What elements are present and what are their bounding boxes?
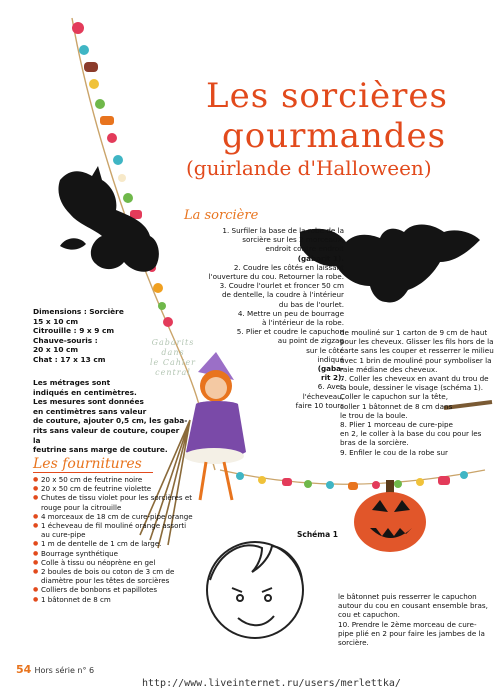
dimension-item: Chat : 17 x 13 cm [33, 354, 106, 364]
supply-item: ● 1 m de dentelle de 1 cm de large. [33, 539, 193, 548]
supply-item: ● Colliers de bonbons et papillotes [33, 585, 193, 594]
instruction-line: pipe plié en 2 pour faire les jambes de la [338, 628, 485, 638]
supply-item: ● 1 écheveau de fil mouliné orange assorti au cure-pipe [33, 521, 193, 539]
page-title-line2: gourmandes [222, 116, 447, 156]
instruction-line: indiqué [317, 354, 344, 364]
instruction-line: à l'intérieur de la robe. [261, 318, 344, 328]
dimension-item: Citrouille : 9 x 9 cm [33, 326, 115, 336]
supply-item: ● 1 bâtonnet de 8 cm [33, 595, 193, 604]
dimensions-label: Dimensions : Sorcière [33, 307, 124, 316]
schema-face-icon [207, 542, 303, 638]
instruction-line: de dentelle, la coudre à l'intérieur [221, 290, 344, 300]
instruction-line: 9. Enfiler le cou de la robe sur [340, 447, 448, 457]
witch-instructions-col2 [340, 328, 496, 457]
templates-note [138, 338, 208, 378]
schema-label: Schéma 1 [297, 530, 338, 539]
note-line: indiqués en centimètres. [33, 387, 137, 397]
instruction-line: 1. Surfiler la base de la robe de la [222, 226, 344, 235]
page-subtitle: (guirlande d'Halloween) [186, 156, 432, 180]
instruction-line: endroit contre endroit [265, 244, 344, 254]
templates-note-line: le Cahier [150, 358, 196, 367]
note-line: Les métrages sont [33, 378, 111, 387]
supply-item: ● Colle à tissu ou néoprène en gel [33, 558, 193, 567]
instruction-line: pour les cheveux. Glisser les fils hors de la [340, 337, 494, 347]
instruction-line: au point de zigzag [277, 336, 344, 346]
templates-note-line: central [155, 368, 191, 377]
instruction-line: 3. Coudre l'ourlet et froncer 50 cm [219, 281, 344, 291]
supplies-heading: Les fournitures [33, 456, 142, 472]
instruction-line: 10. Prendre le 2ème morceau de cure- [338, 619, 477, 629]
instruction-line: 5. Plier et coudre le capuchon [236, 327, 344, 337]
instruction-line: coller 1 bâtonnet de 8 cm dans [340, 401, 453, 411]
note-line: feutrine sans marge de couture. [33, 445, 168, 455]
instruction-line: autour du cou en cousant ensemble bras, [338, 601, 488, 611]
supply-item: ● 20 x 50 cm de feutrine noire [33, 475, 193, 484]
instruction-line: rit 2). [321, 373, 344, 383]
supply-item: ● 2 boules de bois ou coton de 3 cm de diamètre pour les têtes de sorcières [33, 567, 193, 585]
instruction-line: 8. Plier 1 morceau de cure-pipe [340, 420, 453, 430]
source-url: http://www.liveinternet.ru/users/merlettka/ [142, 678, 401, 689]
instruction-line: 7. Coller les cheveux en avant du trou de [340, 374, 489, 384]
instruction-line: (gabarit 1). [297, 253, 344, 263]
page-title-line1: Les sorcières [206, 76, 448, 116]
instruction-line: en 2, le coller à la base du cou pour les [340, 429, 482, 439]
instruction-line: raie médiane des cheveux. [340, 364, 438, 374]
templates-note-line: Gabarits [151, 338, 195, 347]
instruction-line: cou et capuchon. [338, 610, 400, 620]
supply-item: ● 20 x 50 cm de feutrine violette [33, 484, 193, 493]
issue-label: Hors série n° 6 [34, 666, 95, 675]
dimension-item: 15 x 10 cm [33, 316, 79, 326]
section-heading-witch: La sorcière [184, 208, 259, 223]
note-line: rits sans valeur de couture, couper la [33, 425, 180, 445]
supply-item: ● Chutes de tissu violet pour les sorcières et rouge pour la citrouille [33, 493, 193, 511]
dimension-item: 20 x 10 cm [33, 345, 79, 355]
note-line: de couture, ajouter 0,5 cm, les gaba- [33, 416, 188, 426]
instruction-line: sorcière. [338, 638, 369, 648]
instruction-line: 6. Avec [317, 382, 344, 392]
measurement-note [33, 378, 189, 455]
dimension-item: Chauve-souris : [33, 335, 98, 345]
supplies-divider [33, 472, 153, 473]
supplies-list [33, 475, 193, 604]
templates-note-line: dans [161, 348, 185, 357]
instruction-line: le trou de la boule. [340, 410, 408, 420]
witch-instructions-col1 [174, 226, 344, 410]
note-line: Les mesures sont données [33, 397, 144, 407]
instruction-line: sorcière sur les 2 morceaux, [242, 235, 344, 245]
instruction-line: avec 1 brin de mouliné pour symboliser la [340, 355, 492, 365]
pumpkin-icon [354, 480, 426, 552]
instruction-line: bras de la sorcière. [340, 438, 409, 448]
page-number: 54 [16, 663, 32, 676]
instruction-line: sur le côté [306, 345, 344, 355]
supply-item: ● Bourrage synthétique [33, 549, 193, 558]
instruction-line: l'ouverture du cou. Retourner la robe. [208, 272, 344, 282]
instruction-line: l'écheveau, [302, 391, 344, 401]
instruction-line: la boule, dessiner le visage (schéma 1). [340, 383, 484, 393]
note-line: en centimètres sans valeur [33, 406, 147, 416]
page-footer [16, 663, 94, 676]
instruction-line: carte sans les couper et resserrer le milieu [340, 346, 494, 356]
witch-instructions-col3 [338, 592, 498, 647]
supply-item: ● 4 morceaux de 18 cm de cure-pipe orange [33, 512, 193, 521]
instruction-line: de mouliné sur 1 carton de 9 cm de haut [340, 328, 488, 337]
instruction-line: (gaba- [317, 364, 344, 374]
instruction-line: du bas de l'ourlet. [278, 299, 344, 309]
instruction-line: 4. Mettre un peu de bourrage [237, 308, 344, 318]
black-cat-icon [58, 166, 158, 272]
instruction-line: Coller le capuchon sur la tête, [340, 392, 448, 402]
instruction-line: faire 10 tours [295, 400, 344, 410]
instruction-line: 2. Coudre les côtés en laissant [233, 262, 344, 272]
instruction-line: le bâtonnet puis resserrer le capuchon [338, 592, 477, 601]
